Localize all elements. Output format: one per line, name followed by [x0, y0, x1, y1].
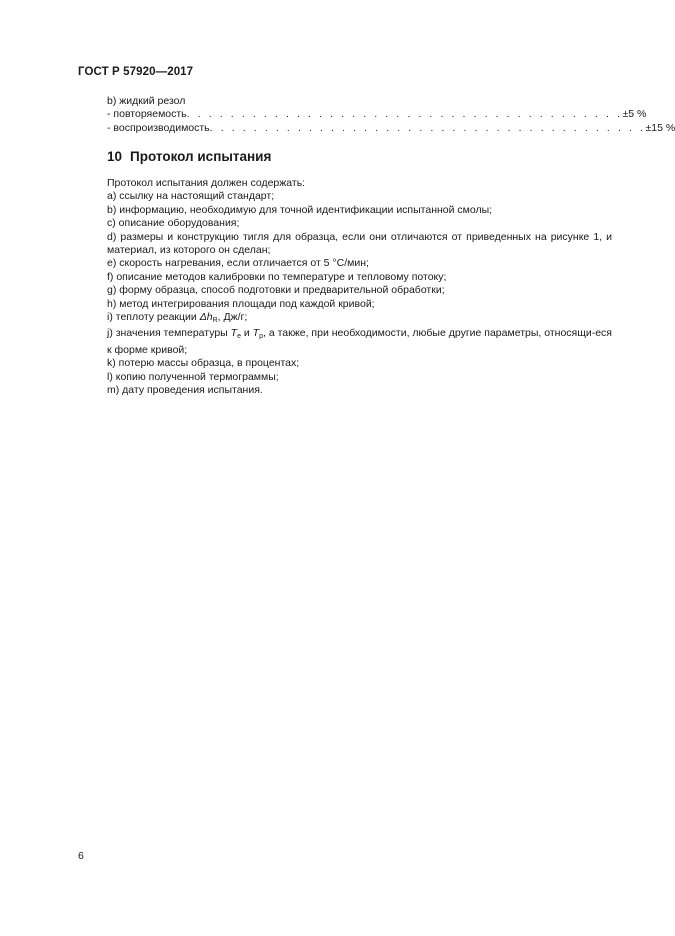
delta-h-symbol: Δh — [199, 311, 213, 324]
protocol-item-j-suffix: , а также, при необходимости, любые другие параметры, относящи-еся к форме кривой; — [107, 327, 612, 356]
section-heading — [107, 149, 271, 164]
protocol-item-a: а) ссылку на настоящий стандарт; — [107, 190, 275, 203]
protocol-item-b: b) информацию, необходимую для точной идентификации испытанной смолы; — [107, 203, 493, 216]
protocol-item-l: l) копию полученной термограммы; — [107, 370, 279, 383]
dot-leader: . . . . . . . . . . . . . . . . . . . . . . . . . . . . . . . . . . . . . . . . — [186, 108, 623, 120]
protocol-intro: Протокол испытания должен содержать: — [107, 177, 306, 189]
dot-leader: . . . . . . . . . . . . . . . . . . . . . . . . . . . . . . . . . . . . . . . . — [209, 122, 646, 134]
protocol-item-j-and: и — [240, 327, 253, 340]
protocol-item-f: f) описание методов калибровки по температуре и тепловому потоку; — [107, 270, 447, 283]
protocol-item-i — [107, 311, 612, 327]
precision-row-value: ±15 % — [645, 122, 675, 134]
protocol-item-c: c) описание оборудования; — [107, 217, 240, 230]
delta-h-subscript: R — [212, 317, 218, 325]
protocol-item-i-prefix: i) теплоту реакции — [107, 311, 200, 324]
protocol-item-d-text: d) размеры и конструкцию тигля для образца, если они отличаются от приведенных на рисунке 1, и материал, из которого он сделан; — [107, 230, 612, 257]
section-title: Протокол испытания — [130, 149, 272, 164]
temperature-tp-symbol: T — [252, 327, 260, 340]
precision-row-repeatability — [107, 108, 647, 120]
precision-row-value: ±5 % — [622, 108, 647, 120]
temperature-te-symbol: T — [230, 327, 238, 340]
protocol-item-h: h) метод интегрирования площади под каждой кривой; — [107, 297, 375, 310]
page-number: 6 — [78, 850, 84, 862]
protocol-item-j — [107, 327, 612, 357]
protocol-item-i-suffix: , Дж/г; — [217, 311, 248, 324]
precision-row-label: - повторяемость — [107, 108, 187, 120]
temperature-tp-subscript: p — [259, 333, 263, 341]
protocol-list — [107, 177, 612, 398]
section-number: 10 — [107, 149, 123, 164]
precision-row-label: - воспроизводимость — [107, 122, 210, 134]
protocol-item-g: g) форму образца, способ подготовки и предварительной обработки; — [107, 284, 445, 297]
document-header: ГОСТ Р 57920—2017 — [78, 66, 194, 78]
protocol-item-d — [107, 231, 612, 258]
precision-item-b: b) жидкий резол — [107, 95, 186, 107]
protocol-item-e: e) скорость нагревания, если отличается от 5 °C/мин; — [107, 257, 369, 270]
protocol-item-j-prefix: j) значения температуры — [107, 327, 231, 340]
protocol-item-k: k) потерю массы образца, в процентах; — [107, 357, 300, 370]
precision-row-reproducibility — [107, 122, 675, 134]
temperature-te-subscript: e — [237, 333, 241, 341]
protocol-item-m: m) дату проведения испытания. — [107, 384, 263, 397]
